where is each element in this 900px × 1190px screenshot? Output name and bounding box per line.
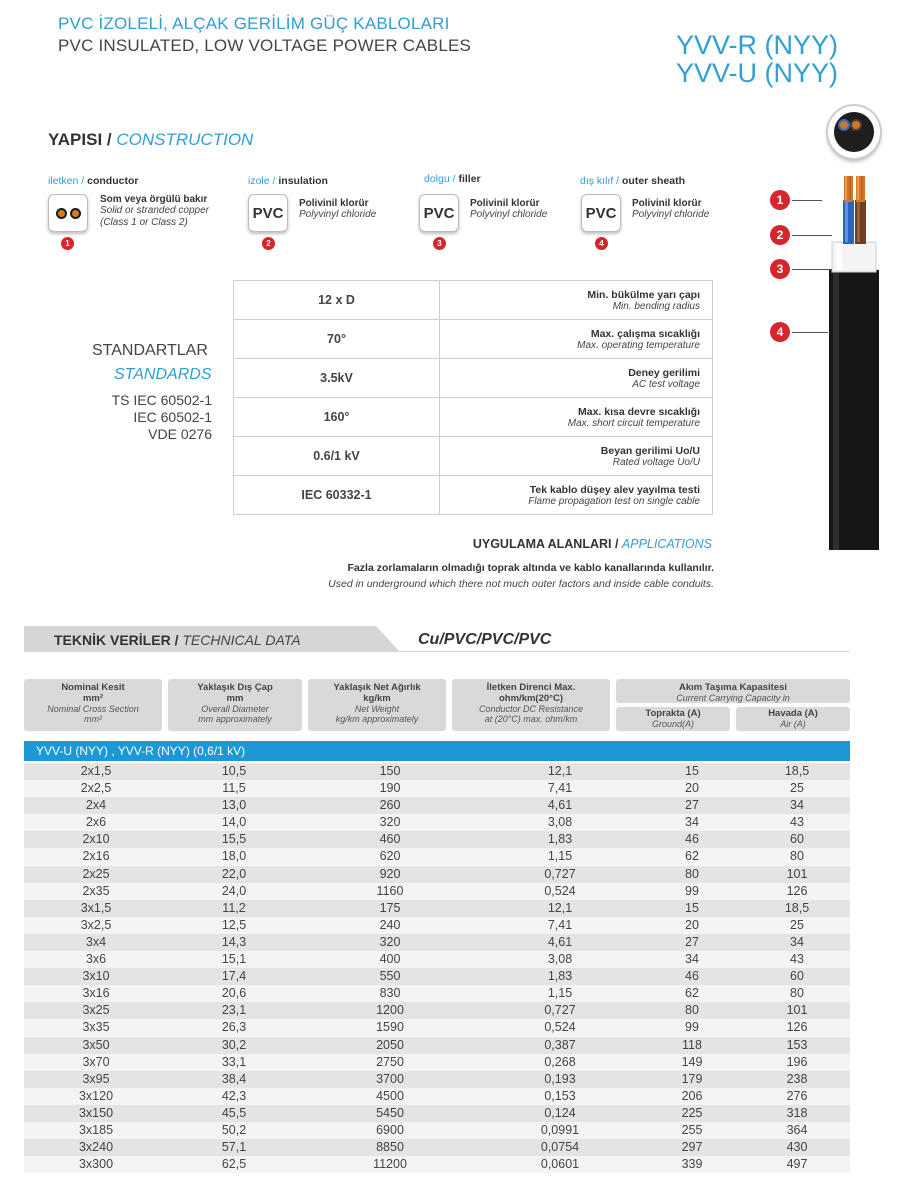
cell-cross-section: 2x25 (82, 866, 110, 881)
column-header-air: Havada (A) Air (A) (736, 707, 850, 731)
cell-resistance: 0,124 (544, 1105, 576, 1120)
standards-heading-tr: STANDARTLAR (92, 342, 208, 359)
cell-ground-current: 46 (685, 832, 699, 847)
cell-weight: 400 (379, 952, 401, 967)
cell-diameter: 30,2 (221, 1037, 247, 1052)
cell-diameter: 10,5 (221, 764, 247, 778)
cell-cross-section: 3x2,5 (80, 917, 112, 932)
technical-data-rows (24, 763, 850, 1173)
cell-weight: 190 (379, 781, 401, 796)
cell-diameter: 62,5 (221, 1157, 247, 1172)
cell-cross-section: 3x25 (82, 1003, 110, 1018)
cell-air-current: 276 (786, 1088, 808, 1103)
cell-ground-current: 20 (685, 917, 699, 932)
cell-resistance: 1,15 (547, 849, 573, 864)
cell-cross-section: 3x6 (85, 952, 107, 967)
cell-weight: 620 (379, 849, 401, 864)
cell-weight: 1200 (376, 1003, 404, 1018)
cell-cross-section: 3x300 (78, 1157, 114, 1172)
cable-leader-line (792, 269, 832, 270)
table-row (24, 900, 850, 917)
spec-desc: Min. bükülme yarı çapı Min. bending radius (440, 281, 713, 320)
table-row (24, 1156, 850, 1173)
marker-1: 1 (61, 237, 74, 250)
cell-resistance: 4,61 (547, 934, 573, 949)
table-row (24, 917, 850, 934)
cell-diameter: 11,5 (222, 781, 246, 796)
cell-diameter: 45,5 (221, 1105, 247, 1120)
component-conductor-label: iletken / conductor (48, 175, 139, 187)
cell-resistance: 0,0754 (540, 1140, 580, 1155)
spec-value: 3.5kV (234, 359, 440, 398)
table-row (24, 1105, 850, 1122)
component-insulation-label: izole / insulation (248, 175, 328, 187)
cell-air-current: 34 (790, 798, 804, 813)
cell-cross-section: 3x185 (78, 1122, 114, 1137)
title-tr: PVC İZOLELİ, ALÇAK GERİLİM GÜÇ KABLOLARI (58, 14, 450, 33)
cell-cross-section: 2x2,5 (80, 781, 112, 796)
construction-heading: YAPISI / CONSTRUCTION (48, 130, 254, 149)
cell-weight: 1160 (376, 883, 404, 898)
cell-air-current: 318 (786, 1105, 808, 1120)
cell-weight: 5450 (376, 1105, 404, 1120)
table-row (24, 1122, 850, 1139)
cell-cross-section: 3x4 (85, 934, 107, 949)
cell-diameter: 22,0 (221, 866, 247, 881)
cell-weight: 550 (379, 969, 401, 984)
spec-row (234, 437, 713, 476)
cell-resistance: 0,0601 (540, 1157, 580, 1172)
column-header-cross-section: Nominal Kesit mm² Nominal Cross Section mm² (24, 679, 162, 731)
standard-item: TS IEC 60502-1 (111, 392, 212, 408)
marker-2: 2 (262, 237, 275, 250)
cell-ground-current: 34 (685, 815, 699, 830)
cell-diameter: 14,3 (221, 934, 247, 949)
cell-diameter: 38,4 (221, 1071, 247, 1086)
table-row (24, 951, 850, 968)
table-row (24, 1054, 850, 1071)
cell-ground-current: 80 (685, 1003, 699, 1018)
cell-cross-section: 3x35 (82, 1020, 110, 1035)
cell-resistance: 0,153 (544, 1088, 576, 1103)
cell-air-current: 25 (790, 917, 804, 932)
cell-air-current: 101 (786, 866, 808, 881)
spec-desc: Deney gerilimi AC test voltage (440, 359, 713, 398)
technical-data-heading: TEKNİK VERİLER / TECHNICAL DATA (54, 632, 301, 648)
standard-item: IEC 60502-1 (133, 409, 212, 425)
spec-value: 0.6/1 kV (234, 437, 440, 476)
cable-group-band: YVV-U (NYY) , YVV-R (NYY) (0,6/1 kV) (24, 741, 850, 761)
cell-diameter: 18,0 (221, 849, 247, 864)
cell-air-current: 43 (790, 952, 804, 967)
table-row (24, 866, 850, 883)
cell-resistance: 4,61 (547, 798, 573, 813)
table-row (24, 1088, 850, 1105)
table-row (24, 763, 850, 780)
cell-ground-current: 20 (685, 781, 699, 796)
cell-weight: 2050 (376, 1037, 404, 1052)
cell-resistance: 1,15 (547, 986, 573, 1001)
cell-resistance: 7,41 (547, 917, 573, 932)
cell-resistance: 0,727 (544, 866, 576, 881)
cell-weight: 2750 (376, 1054, 404, 1069)
product-code-1: YVV-R (NYY) (675, 30, 838, 60)
cell-ground-current: 206 (681, 1088, 703, 1103)
marker-3: 3 (433, 237, 446, 250)
pvc-icon: PVC (248, 194, 288, 232)
table-row (24, 883, 850, 900)
component-conductor-desc: Som veya örgülü bakır Solid or stranded copper (Class 1 or Class 2) (100, 194, 209, 228)
table-row (24, 814, 850, 831)
table-row (24, 1002, 850, 1019)
cell-resistance: 0,193 (544, 1071, 576, 1086)
cell-diameter: 15,1 (221, 952, 247, 967)
cell-diameter: 12,5 (221, 917, 247, 932)
cell-air-current: 101 (786, 1003, 808, 1018)
cell-resistance: 0,727 (544, 1003, 576, 1018)
component-filler-desc: Polivinil klorür Polyvinyl chloride (470, 198, 548, 220)
cell-weight: 920 (379, 866, 401, 881)
cable-marker-3: 3 (770, 259, 790, 279)
cell-ground-current: 149 (681, 1054, 703, 1069)
table-row (24, 1139, 850, 1156)
table-row (24, 848, 850, 865)
cable-illustration (820, 170, 884, 552)
cell-ground-current: 62 (685, 849, 699, 864)
cell-air-current: 34 (790, 934, 804, 949)
spec-value: 160° (234, 398, 440, 437)
cell-air-current: 18,5 (784, 764, 810, 778)
component-outer-sheath-desc: Polivinil klorür Polyvinyl chloride (632, 198, 710, 220)
table-row (24, 1037, 850, 1054)
cell-weight: 175 (379, 900, 401, 915)
table-row (24, 797, 850, 814)
cell-air-current: 126 (786, 883, 808, 898)
cell-weight: 150 (379, 764, 401, 778)
cell-air-current: 60 (790, 969, 804, 984)
cell-weight: 260 (379, 798, 401, 813)
cell-weight: 240 (379, 917, 401, 932)
cell-diameter: 17,4 (221, 969, 247, 984)
spec-value: 70° (234, 320, 440, 359)
cell-diameter: 13,0 (221, 798, 247, 813)
cell-resistance: 7,41 (547, 781, 573, 796)
cell-ground-current: 255 (681, 1122, 703, 1137)
cable-leader-line (792, 235, 832, 236)
product-code-2: YVV-U (NYY) (675, 58, 838, 88)
cell-air-current: 80 (790, 849, 804, 864)
column-header-current-capacity: Akım Taşıma Kapasitesi Current Carrying Capacity in (616, 679, 850, 703)
table-row (24, 934, 850, 951)
component-filler-label: dolgu / filler (424, 173, 481, 185)
spec-desc: Tek kablo düşey alev yayılma testi Flame propagation test on single cable (440, 476, 713, 515)
cell-resistance: 12,1 (547, 900, 573, 915)
material-code: Cu/PVC/PVC/PVC (418, 631, 552, 648)
cell-cross-section: 2x6 (85, 815, 107, 830)
cell-diameter: 33,1 (221, 1054, 247, 1069)
column-header-diameter: Yaklaşık Dış Çap mm Overall Diameter mm approximately (168, 679, 302, 731)
applications-heading: UYGULAMA ALANLARI / APPLICATIONS (472, 537, 712, 551)
cell-cross-section: 2x1,5 (80, 764, 112, 778)
conductor-cores-icon (48, 194, 88, 232)
cell-weight: 6900 (376, 1122, 404, 1137)
cell-diameter: 50,2 (221, 1122, 247, 1137)
cell-weight: 8850 (376, 1140, 404, 1155)
table-row (24, 968, 850, 985)
cable-marker-1: 1 (770, 190, 790, 210)
cell-cross-section: 3x120 (78, 1088, 114, 1103)
cell-resistance: 3,08 (547, 952, 573, 967)
column-header-ground: Toprakta (A) Ground(A) (616, 707, 730, 731)
cell-diameter: 15,5 (221, 832, 247, 847)
cell-ground-current: 15 (685, 900, 699, 915)
cell-air-current: 18,5 (784, 900, 810, 915)
cell-ground-current: 34 (685, 952, 699, 967)
cell-ground-current: 99 (685, 1020, 699, 1035)
cell-ground-current: 80 (685, 866, 699, 881)
cell-weight: 460 (379, 832, 401, 847)
title-en: PVC INSULATED, LOW VOLTAGE POWER CABLES (58, 36, 472, 55)
table-row (24, 1019, 850, 1036)
cell-resistance: 0,524 (544, 883, 576, 898)
standard-item: VDE 0276 (148, 426, 212, 442)
cell-ground-current: 27 (685, 934, 699, 949)
cell-air-current: 196 (786, 1054, 808, 1069)
cell-air-current: 364 (786, 1122, 808, 1137)
cell-ground-current: 297 (681, 1140, 703, 1155)
cell-weight: 3700 (376, 1071, 404, 1086)
cell-weight: 830 (379, 986, 401, 1001)
cable-marker-2: 2 (770, 225, 790, 245)
cell-ground-current: 118 (682, 1037, 702, 1052)
cable-leader-line (792, 332, 828, 333)
cell-air-current: 238 (786, 1071, 808, 1086)
cell-resistance: 0,387 (544, 1037, 576, 1052)
component-insulation-desc: Polivinil klorür Polyvinyl chloride (299, 198, 377, 220)
cell-air-current: 80 (790, 986, 804, 1001)
cell-ground-current: 15 (685, 764, 699, 778)
spec-row (234, 281, 713, 320)
cell-weight: 320 (379, 815, 401, 830)
spec-row (234, 359, 713, 398)
marker-4: 4 (595, 237, 608, 250)
pvc-icon: PVC (419, 194, 459, 232)
cell-cross-section: 3x10 (82, 969, 110, 984)
cell-air-current: 153 (786, 1037, 808, 1052)
cell-diameter: 42,3 (221, 1088, 247, 1103)
cable-cross-section-icon (828, 106, 880, 158)
cell-ground-current: 225 (681, 1105, 703, 1120)
cell-diameter: 11,2 (222, 900, 246, 915)
cell-weight: 320 (379, 934, 401, 949)
table-row (24, 831, 850, 848)
standards-heading-en: STANDARDS (114, 366, 212, 383)
cell-cross-section: 2x16 (82, 849, 110, 864)
cell-resistance: 3,08 (547, 815, 573, 830)
spec-row (234, 398, 713, 437)
cell-diameter: 26,3 (221, 1020, 247, 1035)
cell-cross-section: 3x150 (78, 1105, 114, 1120)
cell-diameter: 57,1 (221, 1140, 247, 1155)
applications-text-tr: Fazla zorlamaların olmadığı toprak altında ve kablo kanallarında kullanılır. (347, 562, 714, 574)
applications-text-en: Used in underground which there not much outer factors and inside cable conduits. (328, 578, 714, 590)
cell-weight: 11200 (373, 1157, 407, 1172)
cell-resistance: 12,1 (547, 764, 573, 778)
cell-cross-section: 3x1,5 (80, 900, 112, 915)
component-outer-sheath-label: dış kılıf / outer sheath (580, 175, 686, 187)
cell-air-current: 430 (786, 1140, 808, 1155)
spec-value: 12 x D (234, 281, 440, 320)
cell-air-current: 25 (790, 781, 804, 796)
cell-resistance: 1,83 (547, 832, 573, 847)
cable-leader-line (792, 200, 822, 201)
cell-cross-section: 3x95 (82, 1071, 110, 1086)
cell-diameter: 23,1 (221, 1003, 247, 1018)
cell-ground-current: 339 (681, 1157, 703, 1172)
cell-air-current: 126 (786, 1020, 808, 1035)
cell-cross-section: 3x16 (82, 986, 110, 1001)
cell-air-current: 60 (790, 832, 804, 847)
table-row (24, 985, 850, 1002)
cell-resistance: 0,0991 (540, 1122, 580, 1137)
cell-diameter: 14,0 (221, 815, 247, 830)
cell-cross-section: 3x70 (82, 1054, 110, 1069)
cell-cross-section: 2x10 (82, 832, 110, 847)
cell-resistance: 0,268 (544, 1054, 576, 1069)
spec-value: IEC 60332-1 (234, 476, 440, 515)
cell-weight: 1590 (376, 1020, 404, 1035)
spec-desc: Max. çalışma sıcaklığı Max. operating temperature (440, 320, 713, 359)
spec-table (233, 280, 713, 515)
cell-ground-current: 46 (685, 969, 699, 984)
cell-weight: 4500 (376, 1088, 404, 1103)
cell-ground-current: 62 (685, 986, 699, 1001)
cable-marker-4: 4 (770, 322, 790, 342)
column-header-weight: Yaklaşık Net Ağırlık kg/km Net Weight kg/km approximately (308, 679, 446, 731)
cell-ground-current: 99 (685, 883, 699, 898)
spec-row (234, 476, 713, 515)
cell-resistance: 1,83 (547, 969, 573, 984)
cell-cross-section: 2x4 (85, 798, 107, 813)
spec-desc: Max. kısa devre sıcaklığı Max. short circuit temperature (440, 398, 713, 437)
table-row (24, 1071, 850, 1088)
cell-resistance: 0,524 (544, 1020, 576, 1035)
pvc-icon: PVC (581, 194, 621, 232)
cell-cross-section: 2x35 (82, 883, 110, 898)
cell-ground-current: 179 (681, 1071, 703, 1086)
cell-cross-section: 3x50 (82, 1037, 110, 1052)
cell-air-current: 497 (786, 1157, 808, 1172)
cell-diameter: 24,0 (221, 883, 247, 898)
table-row (24, 780, 850, 797)
spec-desc: Beyan gerilimi Uo/U Rated voltage Uo/U (440, 437, 713, 476)
column-header-resistance: İletken Direnci Max. ohm/km(20°C) Conductor DC Resistance at (20°C) max. ohm/km (452, 679, 610, 731)
cell-cross-section: 3x240 (78, 1140, 114, 1155)
cell-ground-current: 27 (685, 798, 699, 813)
cell-diameter: 20,6 (221, 986, 247, 1001)
cell-air-current: 43 (790, 815, 804, 830)
spec-row (234, 320, 713, 359)
